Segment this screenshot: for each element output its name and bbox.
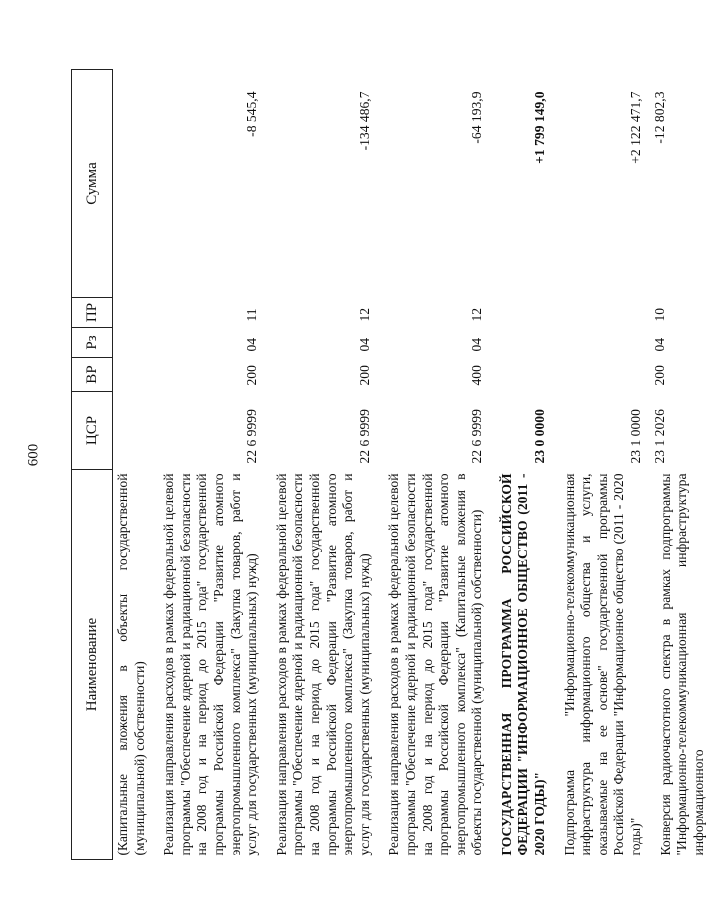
rotated-page xyxy=(71,70,706,860)
row-vr: 400 xyxy=(469,365,485,386)
row-sum: -64 193,9 xyxy=(469,91,485,144)
header-rz: Рз xyxy=(72,328,113,358)
row-pr: 12 xyxy=(469,307,485,322)
row-vr: 200 xyxy=(651,365,667,386)
row-rz: 04 xyxy=(356,337,372,352)
budget-table xyxy=(71,69,709,860)
table-row xyxy=(155,70,268,860)
row-csr: 22 6 9999 xyxy=(244,409,260,464)
row-vr xyxy=(493,358,556,392)
table-row xyxy=(268,70,381,860)
row-sum xyxy=(113,70,156,298)
row-pr xyxy=(113,298,156,328)
header-row xyxy=(72,70,113,860)
row-rz xyxy=(493,328,556,358)
header-name: Наименование xyxy=(72,470,113,860)
page-number: 600 xyxy=(25,443,42,467)
row-name: Реализация направления расходов в рамках федеральной целевой программы "Обеспечение ядерной и радиационной безопасности на 2008 год и на период до 2015 года" государственной программы Российской Федерации "Развитие атомного энергопромышленного комплекса" (Капитальные вложения в объекты государственной (муниципальной) собственности) xyxy=(386,473,485,856)
row-rz: 04 xyxy=(244,337,260,352)
header-vr: ВР xyxy=(72,358,113,392)
row-sum: -134 486,7 xyxy=(356,91,372,151)
table-row xyxy=(493,70,556,860)
row-sum: +1 799 149,0 xyxy=(532,91,548,164)
row-name: Реализация направления расходов в рамках федеральной целевой программы "Обеспечение ядерной и радиационной безопасности на 2008 год и на период до 2015 года" государственной программы Российской Федерации "Развитие атомного энергопромышленного комплекса" (Закупка товаров, работ и услуг для государственных (муниципальных) нужд) xyxy=(273,473,372,856)
header-sum: Сумма xyxy=(72,70,113,298)
row-vr: 200 xyxy=(244,365,260,386)
row-sum: +2 122 471,7 xyxy=(628,91,644,164)
row-name: Реализация направления расходов в рамках федеральной целевой программы "Обеспечение ядерной и радиационной безопасности на 2008 год и на период до 2015 года" государственной программы Российской Федерации "Развитие атомного энергопромышленного комплекса" (Закупка товаров, работ и услуг для государственных (муниципальных) нужд) xyxy=(161,473,260,856)
header-csr: ЦСР xyxy=(72,392,113,470)
table-row xyxy=(556,70,652,860)
row-name: (Капитальные вложения в объекты государственной (муниципальной) собственности) xyxy=(115,473,147,856)
row-sum: -12 802,3 xyxy=(651,91,667,144)
row-rz xyxy=(556,328,652,358)
table-row xyxy=(113,70,156,860)
row-name: Подпрограмма "Информационно-телекоммуникационная инфраструктура информационного общества и услуги, оказываемые на ее основе" государственной программы Российской Федерации "Информационное общество (2011 - 2020 годы)" xyxy=(561,473,644,856)
row-csr: 22 6 9999 xyxy=(469,409,485,464)
row-vr xyxy=(556,358,652,392)
row-sum: -8 545,4 xyxy=(244,91,260,137)
row-csr xyxy=(113,392,156,470)
row-name: ГОСУДАРСТВЕННАЯ ПРОГРАММА РОССИЙСКОЙ ФЕДЕРАЦИИ "ИНФОРМАЦИОННОЕ ОБЩЕСТВО (2011 - 2020 ГОДЫ)" xyxy=(498,473,548,856)
row-pr: 11 xyxy=(244,308,260,322)
row-pr xyxy=(556,298,652,328)
row-rz xyxy=(113,328,156,358)
table-row xyxy=(652,70,709,860)
table-row xyxy=(380,70,493,860)
row-vr: 200 xyxy=(356,365,372,386)
row-rz: 04 xyxy=(469,337,485,352)
row-name: Конверсия радиочастотного спектра в рамках подпрограммы "Информационно-телекоммуникационная инфраструктура информационного xyxy=(657,473,706,856)
row-csr: 23 0 0000 xyxy=(532,409,548,464)
header-pr: ПР xyxy=(72,298,113,328)
row-pr: 12 xyxy=(356,307,372,322)
row-csr: 23 1 2026 xyxy=(651,409,667,464)
row-vr xyxy=(113,358,156,392)
row-csr: 23 1 0000 xyxy=(628,409,644,464)
row-rz: 04 xyxy=(651,337,667,352)
row-pr: 10 xyxy=(651,307,667,322)
row-csr: 22 6 9999 xyxy=(356,409,372,464)
row-pr xyxy=(493,298,556,328)
